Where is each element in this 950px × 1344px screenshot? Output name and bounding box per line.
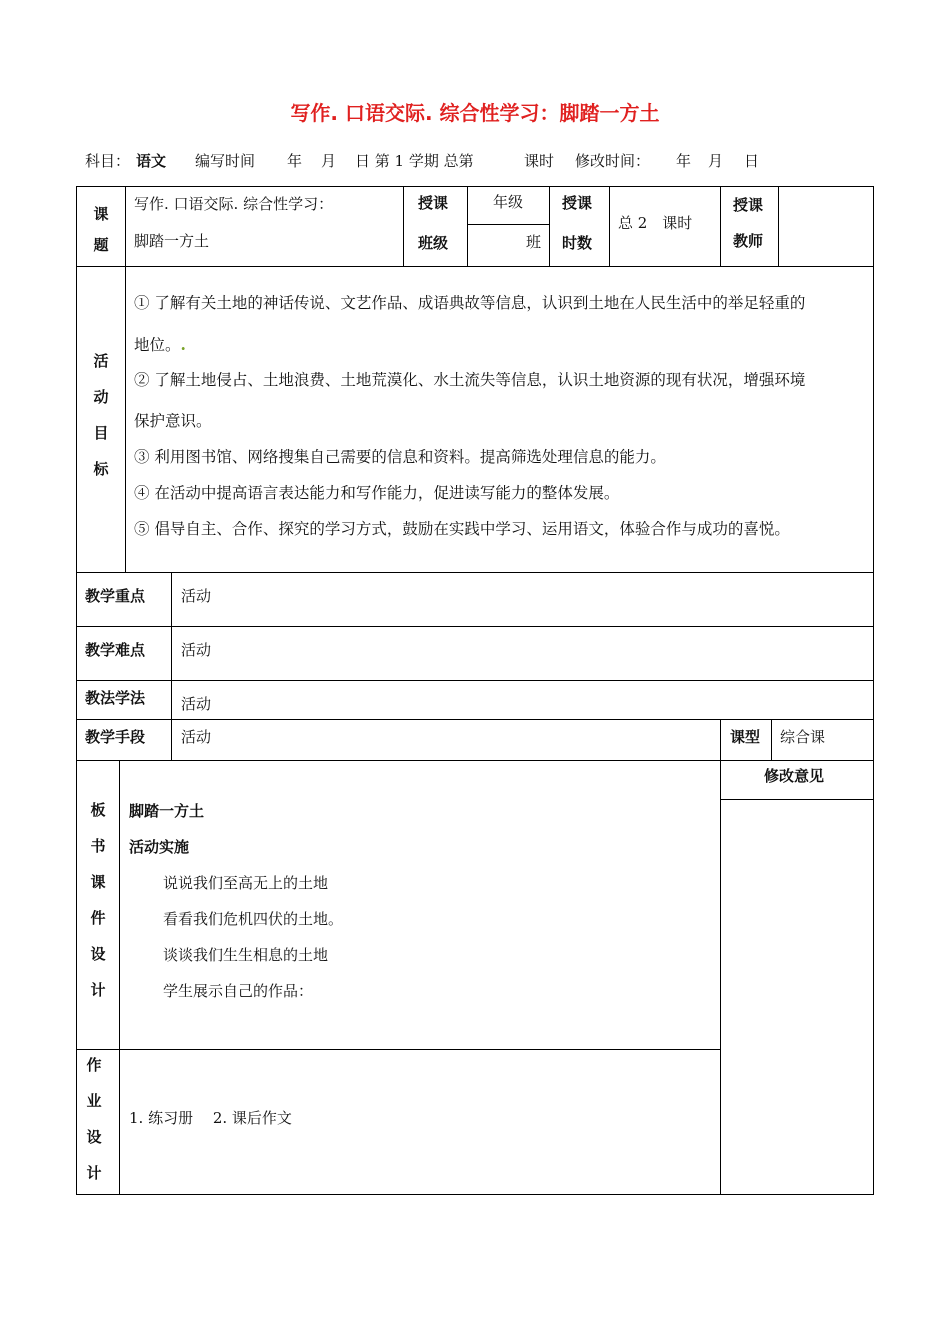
month-label: 月: [321, 152, 337, 170]
revise-label: 修改意见: [764, 767, 825, 785]
type-label: 课型: [730, 728, 761, 746]
page-title: 写作. 口语交际. 综合性学习：脚踏一方土: [290, 101, 660, 125]
goal-1b: 地位。.: [134, 335, 186, 354]
goal-2a: ② 了解土地侵占、土地浪费、土地荒漠化、水土流失等信息，认识土地资源的现有状况，增强环境: [134, 371, 806, 389]
means-value: 活动: [181, 728, 212, 746]
day-semester-label: 日 第 1 学期 总第: [355, 152, 474, 170]
goal-3: ③ 利用图书馆、网络搜集自己需要的信息和资料。提高筛选处理信息的能力。: [134, 448, 666, 466]
subject-value: 语文: [136, 152, 167, 170]
written-time-label: 编写时间: [195, 152, 256, 170]
modified-time-label: 修改时间：: [575, 152, 651, 170]
method-value: 活动: [181, 695, 212, 713]
hours-label-1: 授课: [562, 194, 593, 212]
goal-dot: .: [180, 335, 186, 354]
year-label: 年: [287, 152, 303, 170]
class-label-1: 授课: [418, 194, 449, 212]
period-label: 课时: [524, 152, 555, 170]
teacher-label-2: 教师: [733, 232, 764, 250]
board-item-1: 说说我们至高无上的土地: [163, 874, 329, 892]
grade-label: 年级: [493, 193, 524, 211]
difficult-label: 教学难点: [85, 641, 146, 659]
subject-label: 科目：: [85, 152, 131, 170]
goal-4: ④ 在活动中提高语言表达能力和写作能力，促进读写能力的整体发展。: [134, 484, 620, 502]
type-value: 综合课: [780, 728, 826, 746]
topic-line-1: 写作. 口语交际. 综合性学习：: [134, 195, 334, 213]
key-label: 教学重点: [85, 587, 146, 605]
day2-label: 日: [744, 152, 760, 170]
topic-line-2: 脚踏一方土: [134, 232, 210, 250]
board-item-3: 谈谈我们生生相息的土地: [163, 946, 329, 964]
goals-label: 活 动 目 标: [93, 352, 109, 478]
board-item-2: 看看我们危机四伏的土地。: [163, 910, 344, 928]
year2-label: 年: [676, 152, 692, 170]
difficult-value: 活动: [181, 641, 212, 659]
goal-2b: 保护意识。: [134, 412, 212, 430]
key-value: 活动: [181, 587, 212, 605]
method-label: 教法学法: [85, 689, 146, 707]
board-heading-1: 脚踏一方土: [129, 802, 205, 820]
class-label-2: 班级: [418, 234, 449, 252]
topic-label: 课 题: [93, 205, 109, 254]
goal-5: ⑤ 倡导自主、合作、探究的学习方式，鼓励在实践中学习、运用语文，体验合作与成功的喜悦。: [134, 520, 790, 538]
goal-1a: ① 了解有关土地的神话传说、文艺作品、成语典故等信息，认识到土地在人民生活中的举足轻重的: [134, 294, 806, 312]
teacher-label-1: 授课: [733, 196, 764, 214]
homework-label: 作 业 设 计: [86, 1056, 102, 1182]
ban-label: 班: [526, 233, 542, 251]
board-heading-2: 活动实施: [129, 838, 190, 856]
homework-content: 1. 练习册 2. 课后作文: [129, 1109, 292, 1127]
means-label: 教学手段: [85, 728, 146, 746]
board-label: 板 书 课 件 设 计: [90, 801, 106, 999]
total-hours: 总 2 课时: [618, 214, 693, 232]
month2-label: 月: [708, 152, 724, 170]
hours-label-2: 时数: [562, 234, 593, 252]
board-item-4: 学生展示自己的作品：: [163, 982, 314, 1000]
